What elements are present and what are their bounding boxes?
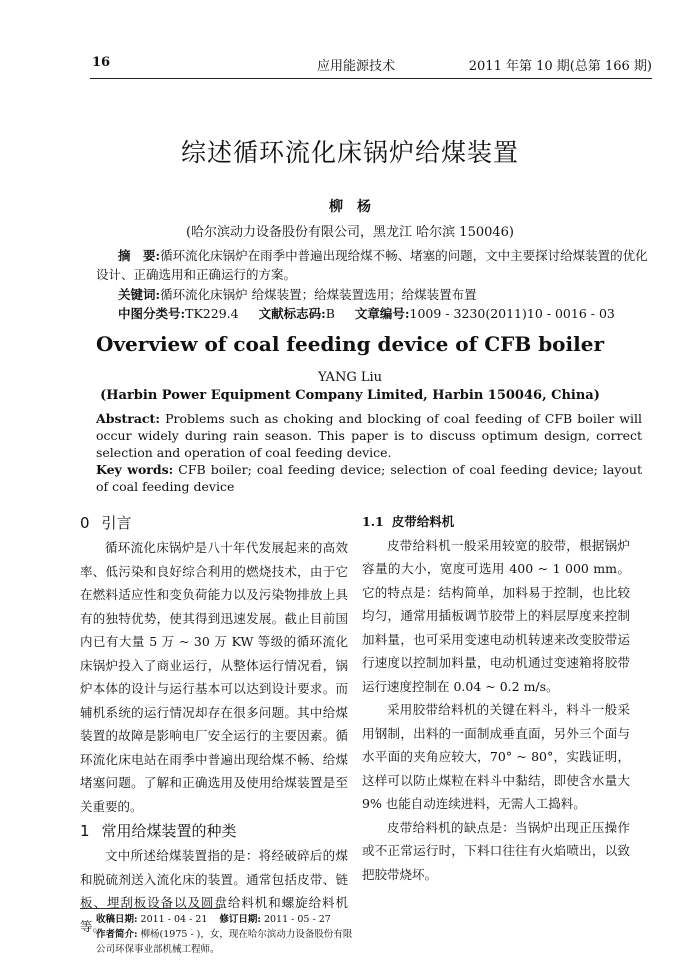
- keywords-en-text: CFB boiler; coal feeding device; selection of coal feeding device; layout of coal feeding device: [96, 462, 643, 494]
- footnote-bio: [96, 927, 356, 957]
- subsection-1-1-paragraph-1: 皮带给料机一般采用较宽的胶带，根据锅炉容量的大小，宽度可选用 400 ~ 1 000 mm。它的特点是：结构简单，加料易于控制，也比较均匀，通常用插板调节胶带上的料层厚度来控制加料量，也可采用变速电动机转速来改变胶带运行速度以控制加料量，电动机通过变速箱将胶带运行速度控制在 0.04 ~ 0.2 m/s。: [362, 537, 630, 694]
- section-1-number: 1: [80, 822, 90, 840]
- doc-code-label: 文献标志码:: [258, 306, 326, 321]
- article-number-label: 文章编号:: [354, 306, 410, 321]
- abstract-en-label: Abstract:: [96, 411, 160, 426]
- affiliation-en: (Harbin Power Equipment Company Limited, Harbin 150046, China): [100, 388, 600, 403]
- running-header: [92, 55, 652, 75]
- abstract-cn: [96, 246, 656, 284]
- header-rule: [90, 78, 652, 79]
- affiliation-cn: (哈尔滨动力设备股份有限公司，黑龙江 哈尔滨 150046): [185, 225, 515, 240]
- abstract-cn-label: 摘 要:: [118, 248, 161, 263]
- keywords-en: [96, 461, 642, 495]
- subsection-1-1-paragraph-3: 皮带给料机的缺点是：当锅炉出现正压操作或不正常运行时，下料口往往有火焰喷出，以致把胶带烧坏。: [362, 819, 630, 882]
- clc-label: 中图分类号:: [118, 306, 186, 321]
- footnote-dates: [96, 912, 356, 927]
- abstract-cn-text: 循环流化床锅炉在雨季中普遍出现给煤不畅、堵塞的问题，文中主要探讨给煤装置的优化设计、正确选用和正确运行的方案。: [96, 248, 648, 282]
- title-en: Overview of coal feeding device of CFB boiler: [96, 332, 604, 356]
- author-en: YANG Liu: [317, 370, 383, 385]
- section-0-paragraph: 循环流化床锅炉是八十年代发展起来的高效率、低污染和良好综合利用的燃烧技术，由于它在燃料适应性和变负荷能力以及污染物排放上具有的独特优势，使其得到迅速发展。截止目前国内已有大量 5 万 ~ 30 万 KW 等级的循环流化床锅炉投入了商业运行，从整体运行情况看，锅炉本体的设计与运行基本可以达到设计要求。而辅机系统的运行情况却存在很多问题。其中给煤装置的故障是影响电厂安全运行的主要因素。循环流化床电站在雨季中普遍出现给煤不畅、给煤堵塞问题。了解和正确选用及使用给煤装置是至关重要的。: [80, 540, 348, 814]
- left-column: [80, 510, 348, 938]
- received-label: 收稿日期:: [96, 914, 138, 925]
- bio-text: 柳杨(1975 - )，女，现在哈尔滨动力设备股份有限公司环保事业部机械工程师。: [96, 929, 353, 955]
- classification-line: [118, 304, 658, 323]
- clc-value: TK229.4: [185, 306, 239, 321]
- section-1-heading: [80, 818, 348, 844]
- section-1-paragraph: 文中所述给煤装置指的是：将经破碎后的煤和脱硫剂送入流化床的装置。通常包括皮带、链板、埋刮板设备以及圆盘给料机和螺旋给料机等。: [80, 848, 348, 934]
- section-0-title: 引言: [101, 514, 132, 532]
- article-number-value: 1009 - 3230(2011)10 - 0016 - 03: [409, 306, 615, 321]
- subsection-1-1-title: 皮带给料机: [391, 514, 455, 529]
- title-cn: 综述循环流化床锅炉给煤装置: [180, 138, 519, 167]
- keywords-cn-text: 循环流化床锅炉 给煤装置；给煤装置选用；给煤装置布置: [160, 287, 477, 302]
- received-date: 2011 - 04 - 21: [140, 914, 208, 925]
- page-number: 16: [92, 55, 111, 70]
- subsection-1-1-number: 1.1: [362, 514, 384, 529]
- abstract-en: [96, 410, 642, 461]
- subsection-1-1-heading: [362, 510, 630, 534]
- footnote-rule: [80, 908, 220, 909]
- keywords-en-label: Key words:: [96, 462, 174, 477]
- subsection-1-1-paragraph-2: 采用胶带给料机的关键在料斗，料斗一般采用钢制，出料的一面制成垂直面，另外三个面与水平面的夹角应较大，70° ~ 80°，实践证明，这样可以防止煤粒在料斗中黏结，即使含水量大 9% 也能自动连续进料，无需人工捣料。: [362, 702, 630, 811]
- right-column: [362, 510, 630, 886]
- issue-info: 2011 年第 10 期(总第 166 期): [468, 59, 652, 74]
- author-cn: 柳 杨: [329, 199, 371, 215]
- section-1-title: 常用给煤装置的种类: [101, 822, 237, 840]
- section-0-heading: [80, 510, 348, 536]
- section-0-number: 0: [80, 514, 90, 532]
- keywords-cn-label: 关键词:: [118, 287, 161, 302]
- revised-date: 2011 - 05 - 27: [263, 914, 331, 925]
- journal-name: 应用能源技术: [317, 59, 396, 74]
- keywords-cn: [118, 285, 658, 304]
- doc-code-value: B: [325, 306, 335, 321]
- abstract-en-text: Problems such as choking and blocking of coal feeding of CFB boiler will occur widely during rain season. This paper is to discuss optimum design, correct selection and operation of coal feeding device.: [96, 411, 642, 460]
- revised-label: 修订日期:: [219, 914, 261, 925]
- footnote: [96, 912, 356, 957]
- bio-label: 作者简介:: [96, 929, 138, 940]
